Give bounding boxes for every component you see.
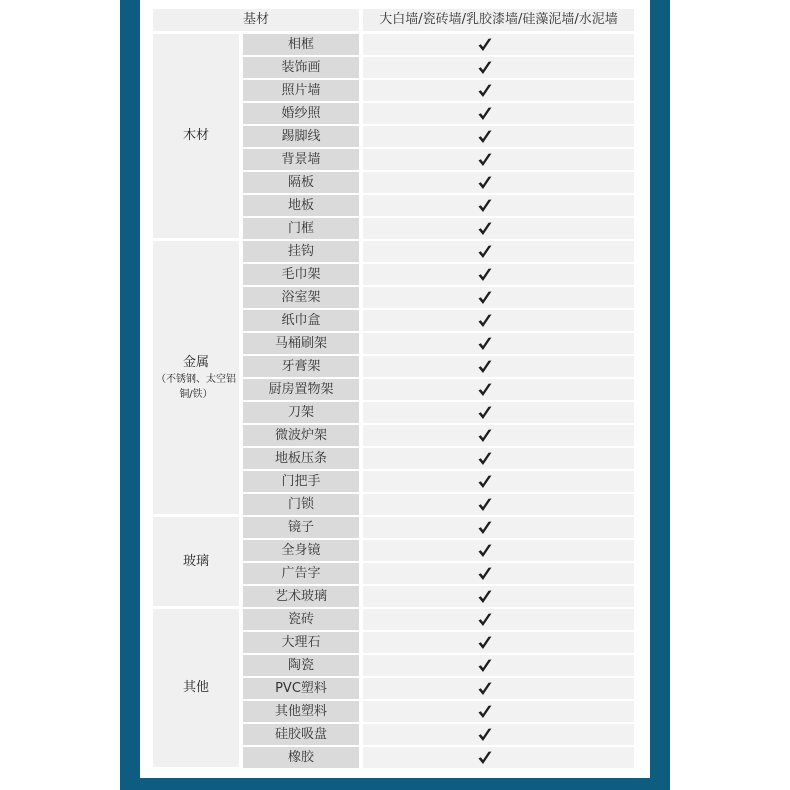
checkmark-icon xyxy=(477,382,493,398)
item-cell: 微波炉架 xyxy=(243,425,359,446)
checkmark-icon xyxy=(477,267,493,283)
item-cell: 门锁 xyxy=(243,494,359,515)
item-cell: 瓷砖 xyxy=(243,609,359,630)
checkmark-icon xyxy=(477,336,493,352)
item-cell: 背景墙 xyxy=(243,149,359,170)
checkmark-icon xyxy=(477,612,493,628)
checkmark-icon xyxy=(477,175,493,191)
compat-cell xyxy=(363,540,634,561)
group-note-metal-1: （不锈钢、太空铝 xyxy=(156,373,236,385)
item-cell: 纸巾盒 xyxy=(243,310,359,331)
compat-cell xyxy=(363,241,634,262)
compat-cell xyxy=(363,218,634,239)
item-cell: 相框 xyxy=(243,34,359,55)
compat-cell xyxy=(363,149,634,170)
checkmark-icon xyxy=(477,313,493,329)
item-cell: 硅胶吸盘 xyxy=(243,724,359,745)
compat-cell xyxy=(363,172,634,193)
item-cell: 装饰画 xyxy=(243,57,359,78)
compat-cell xyxy=(363,195,634,216)
group-label-other: 其他 xyxy=(182,680,209,695)
checkmark-icon xyxy=(477,635,493,651)
group-note-metal-2: 铜/铁） xyxy=(179,388,213,400)
compat-cell xyxy=(363,448,634,469)
compat-cell xyxy=(363,34,634,55)
checkmark-icon xyxy=(477,129,493,145)
compat-cell xyxy=(363,471,634,492)
checkmark-icon xyxy=(477,290,493,306)
checkmark-icon xyxy=(477,37,493,53)
compat-cell xyxy=(363,333,634,354)
checkmark-icon xyxy=(477,152,493,168)
compat-cell xyxy=(363,494,634,515)
checkmark-icon xyxy=(477,474,493,490)
item-cell: 照片墙 xyxy=(243,80,359,101)
item-cell: 刀架 xyxy=(243,402,359,423)
group-other xyxy=(153,609,239,767)
compat-cell xyxy=(363,632,634,653)
checkmark-icon xyxy=(477,589,493,605)
compat-cell xyxy=(363,724,634,745)
checkmark-icon xyxy=(477,658,493,674)
group-wood xyxy=(153,34,239,238)
checkmark-icon xyxy=(477,704,493,720)
item-cell: 婚纱照 xyxy=(243,103,359,124)
compat-cell xyxy=(363,701,634,722)
item-cell: 浴室架 xyxy=(243,287,359,308)
checkmark-icon xyxy=(477,543,493,559)
item-cell: PVC塑料 xyxy=(243,678,359,699)
group-label-metal: 金属 xyxy=(182,354,209,370)
item-cell: 马桶刷架 xyxy=(243,333,359,354)
header-walls: 大白墙/瓷砖墙/乳胶漆墙/硅藻泥墙/水泥墙 xyxy=(363,9,634,31)
compat-cell xyxy=(363,287,634,308)
compat-cell xyxy=(363,356,634,377)
item-cell: 毛巾架 xyxy=(243,264,359,285)
group-label-wood: 木材 xyxy=(182,128,209,143)
compat-cell xyxy=(363,655,634,676)
checkmark-icon xyxy=(477,405,493,421)
item-cell: 隔板 xyxy=(243,172,359,193)
checkmark-icon xyxy=(477,497,493,513)
item-cell: 地板压条 xyxy=(243,448,359,469)
item-cell: 门框 xyxy=(243,218,359,239)
checkmark-icon xyxy=(477,681,493,697)
checkmark-icon xyxy=(477,451,493,467)
checkmark-icon xyxy=(477,198,493,214)
compat-cell xyxy=(363,379,634,400)
checkmark-icon xyxy=(477,60,493,76)
item-cell: 广告字 xyxy=(243,563,359,584)
group-metal xyxy=(153,241,239,514)
item-cell: 牙膏架 xyxy=(243,356,359,377)
checkmark-icon xyxy=(477,359,493,375)
compat-cell xyxy=(363,80,634,101)
item-cell: 陶瓷 xyxy=(243,655,359,676)
item-cell: 镜子 xyxy=(243,517,359,538)
compat-cell xyxy=(363,678,634,699)
item-cell: 大理石 xyxy=(243,632,359,653)
group-glass xyxy=(153,517,239,606)
item-cell: 厨房置物架 xyxy=(243,379,359,400)
checkmark-icon xyxy=(477,566,493,582)
checkmark-icon xyxy=(477,106,493,122)
item-cell: 全身镜 xyxy=(243,540,359,561)
item-cell: 挂钩 xyxy=(243,241,359,262)
item-cell: 艺术玻璃 xyxy=(243,586,359,607)
compat-cell xyxy=(363,402,634,423)
compat-cell xyxy=(363,517,634,538)
compat-cell xyxy=(363,103,634,124)
checkmark-icon xyxy=(477,221,493,237)
compat-cell xyxy=(363,57,634,78)
compat-cell xyxy=(363,126,634,147)
item-cell: 踢脚线 xyxy=(243,126,359,147)
compat-cell xyxy=(363,747,634,768)
compat-cell xyxy=(363,563,634,584)
item-cell: 橡胶 xyxy=(243,747,359,768)
header-substrate: 基材 xyxy=(153,9,359,31)
compat-cell xyxy=(363,310,634,331)
item-cell: 地板 xyxy=(243,195,359,216)
compat-cell xyxy=(363,264,634,285)
compat-cell xyxy=(363,586,634,607)
checkmark-icon xyxy=(477,428,493,444)
checkmark-icon xyxy=(477,244,493,260)
checkmark-icon xyxy=(477,727,493,743)
item-cell: 其他塑料 xyxy=(243,701,359,722)
checkmark-icon xyxy=(477,83,493,99)
group-label-glass: 玻璃 xyxy=(182,553,209,569)
compat-cell xyxy=(363,609,634,630)
compat-cell xyxy=(363,425,634,446)
checkmark-icon xyxy=(477,750,493,766)
item-cell: 门把手 xyxy=(243,471,359,492)
checkmark-icon xyxy=(477,520,493,536)
